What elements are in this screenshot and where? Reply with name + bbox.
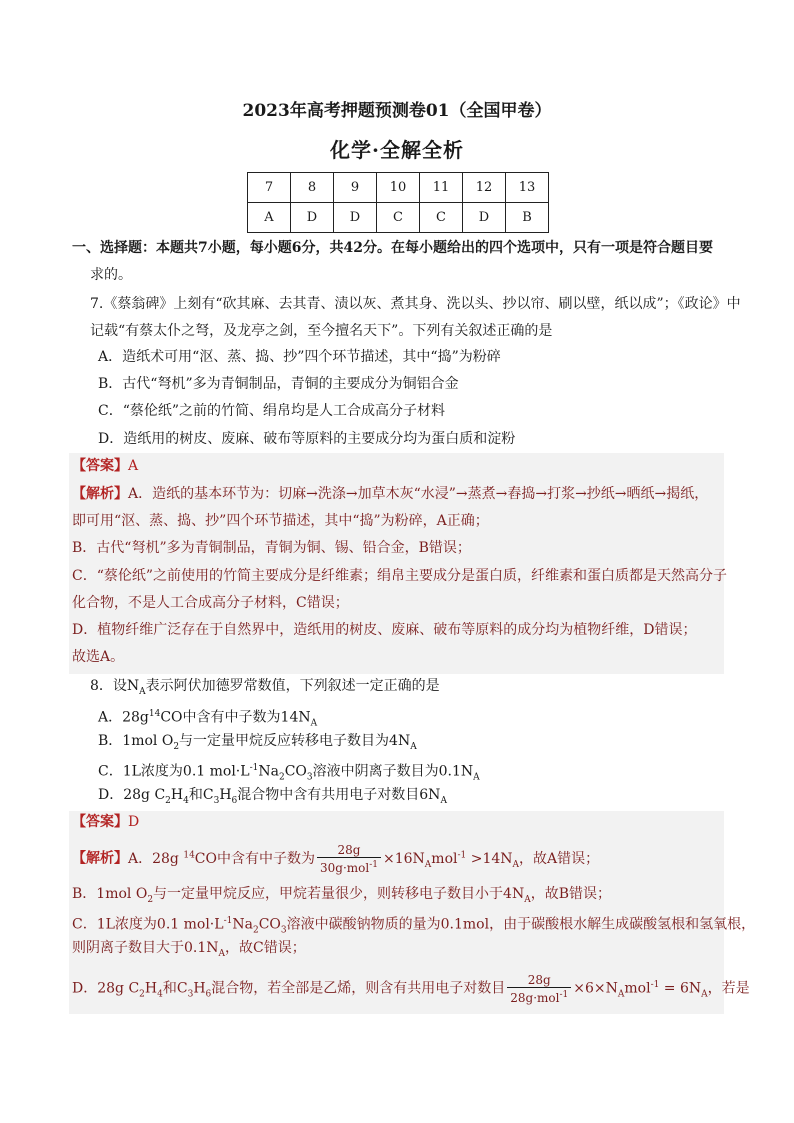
answer-table-numbers-row [248,173,549,203]
text: 混合物，若全部是乙烯，则含有共用电子对数目 [211,980,506,997]
q8-option-b [98,731,417,757]
fraction-numerator: 28g [507,973,571,988]
text: 与一定量甲烷反应，甲烷若量很少，则转移电子数目小于4N [153,886,525,902]
text: 和C [162,980,188,997]
superscript: -1 [650,980,660,990]
table-cell: C [420,203,463,233]
analysis-text: A．造纸的基本环节为：切麻→洗涤→加草木灰“水浸”→蒸煮→舂捣→打浆→抄纸→晒纸→揭纸， [128,486,709,502]
subscript: A [524,894,531,905]
analysis-label: 【解析】 [72,486,128,502]
subscript: A [473,772,480,783]
text: 28g·mol [510,990,560,1005]
q7-answer [72,456,138,476]
text: 混合物中含有共用电子对数目6N [237,787,441,803]
text: A．28g [98,709,149,726]
answer-value: D [128,814,140,830]
text: ，若是 [707,980,750,997]
q8-option-d [98,785,447,811]
text: B．1mol O [72,886,148,902]
section-instructions-line2: 求的。 [90,267,132,283]
text: Na [232,916,253,933]
fraction [507,973,571,1005]
superscript: -1 [559,989,569,1000]
text: mol [624,980,651,997]
q8-answer [72,812,139,832]
subscript: 3 [306,772,313,783]
table-cell: 10 [377,173,420,203]
table-cell: 13 [506,173,549,203]
superscript: 14 [148,709,161,719]
subscript: 2 [173,741,180,752]
q7-option-c: C．“蔡伦纸”之前的竹简、绢帛均是人工合成高分子材料 [98,403,446,419]
text: C．1L浓度为0.1 mol·L [98,763,250,780]
text: 30g·mol [320,860,370,875]
table-cell: C [377,203,420,233]
answer-table [247,172,549,233]
table-cell: D [291,203,334,233]
section-instructions-line1: 一、选择题：本题共7小题，每小题6分，共42分。在每小题给出的四个选项中，只有一项是符合题目要 [72,240,713,256]
q7-option-a: A．造纸术可用“沤、蒸、捣、抄”四个环节描述，其中“捣”为粉碎 [98,349,501,365]
answer-table-answers-row [248,203,549,233]
subscript: 3 [213,795,220,806]
table-cell: 12 [463,173,506,203]
text: D．28g C [72,980,140,997]
subscript: A [512,859,520,870]
table-cell: D [463,203,506,233]
q7-analysis-line2: 即可用“沤、蒸、捣、抄”四个环节描述，其中“捣”为粉碎，A正确； [72,513,489,529]
subscript: A [310,718,318,729]
page-title: 2023年高考押题预测卷01（全国甲卷） [242,101,552,121]
table-cell: A [248,203,291,233]
subscript: 2 [278,772,285,783]
text: H [144,980,158,997]
subscript: 6 [205,989,212,1000]
q8-analysis-line-c1 [72,911,755,940]
fraction-numerator: 28g [317,843,381,858]
q8-option-c [98,758,480,787]
text: >14N [466,850,513,867]
text: B．1mol O [98,733,174,749]
answer-label: 【答案】 [72,458,128,474]
table-cell: B [506,203,549,233]
subscript: A [218,948,226,959]
subscript: 2 [139,989,145,1000]
table-cell: 8 [291,173,334,203]
q7-option-d: D．造纸用的树皮、废麻、破布等原料的主要成分均为蛋白质和淀粉 [98,431,516,447]
text: CO中含有中子数为14N [160,709,311,726]
text: H [193,980,206,997]
text: ×16N [383,850,425,867]
superscript: -1 [249,763,259,773]
text: 则阴离子数目大于0.1N [72,940,219,956]
fraction [317,843,381,875]
subscript: A [139,686,146,697]
text: = 6N [659,980,702,997]
page-subtitle: 化学·全解全析 [330,138,464,162]
table-cell: 7 [248,173,291,203]
subscript: A [617,989,625,1000]
q7-analysis-line7: 故选A。 [72,649,125,665]
subscript: A [440,795,447,806]
subscript: 4 [157,989,163,1000]
table-cell: D [334,203,377,233]
text: ，故B错误； [530,886,611,902]
text: ，故A错误； [519,850,600,867]
q7-option-b: B．古代“弩机”多为青铜制品，青铜的主要成分为铜铝合金 [98,376,459,392]
q8-analysis-line-d [72,968,750,1011]
q7-analysis-line6: D．植物纤维广泛存在于自然界中，造纸用的树皮、废麻、破布等原料的成分均为植物纤维，D错误； [72,622,697,638]
q8-stem [90,676,440,702]
text: CO中含有中子数为 [194,850,315,867]
subscript: A [701,989,708,1000]
text: H [219,787,232,803]
text: ×6×N [573,980,618,997]
subscript: 6 [231,795,238,806]
q8-analysis-line-a [72,838,599,881]
subscript: 2 [252,925,259,936]
subscript: 2 [147,894,154,905]
answer-label: 【答案】 [72,814,128,830]
superscript: -1 [457,850,467,860]
subscript: A [424,859,432,870]
subscript: 4 [183,795,189,806]
q8-stem-text: 8．设N [90,678,140,694]
q7-stem-line2: 记载“有蔡太仆之弩，及龙亭之剑，至今擅名天下”。下列有关叙述正确的是 [90,323,553,339]
fraction-denominator [507,988,571,1005]
text: 和C [188,787,214,803]
subscript: A [410,741,417,752]
fraction-denominator [317,858,381,875]
text: ，故C错误； [225,940,306,956]
text: CO [284,763,307,780]
analysis-label: 【解析】 [72,850,128,867]
text: Na [258,763,279,780]
table-cell: 9 [334,173,377,203]
text: A．28g [128,850,184,867]
subscript: 3 [187,989,194,1000]
q8-stem-tail: 表示阿伏加德罗常数值，下列叙述一定正确的是 [145,678,440,694]
superscript: -1 [223,916,233,926]
q8-analysis-line-b [72,884,611,910]
text: C．1L浓度为0.1 mol·L [72,916,224,933]
text: 溶液中碳酸钠物质的量为0.1mol，由于碳酸根水解生成碳酸氢根和氢氧根， [286,916,756,933]
q7-analysis-line3: B．古代“弩机”多为青铜制品，青铜为铜、锡、铅合金，B错误； [72,540,471,556]
superscript: 14 [183,850,195,860]
q7-analysis-line5: 化合物，不是人工合成高分子材料，C错误； [72,595,349,611]
text: CO [258,916,281,933]
text: mol [431,850,458,867]
text: H [170,787,184,803]
q7-stem-line1: 7.《蔡翁碑》上刻有“砍其麻、去其青、渍以灰、煮其身、洗以头、抄以帘、刷以壁，纸以成”；《政论》中 [90,296,741,312]
text: D．28g C [98,787,166,803]
q8-option-a [98,704,317,733]
superscript: -1 [369,859,378,870]
text: 溶液中阴离子数目为0.1N [312,763,474,780]
subscript: 2 [165,795,171,806]
q7-analysis-line1 [72,484,708,504]
text: 与一定量甲烷反应转移电子数目为4N [179,733,411,749]
q8-analysis-line-c2 [72,938,306,964]
table-cell: 11 [420,173,463,203]
q7-analysis-line4: C．“蔡伦纸”之前使用的竹简主要成分是纤维素；绢帛主要成分是蛋白质，纤维素和蛋白质都是天然高分子 [72,568,728,584]
subscript: 3 [280,925,287,936]
answer-value: A [128,458,139,474]
